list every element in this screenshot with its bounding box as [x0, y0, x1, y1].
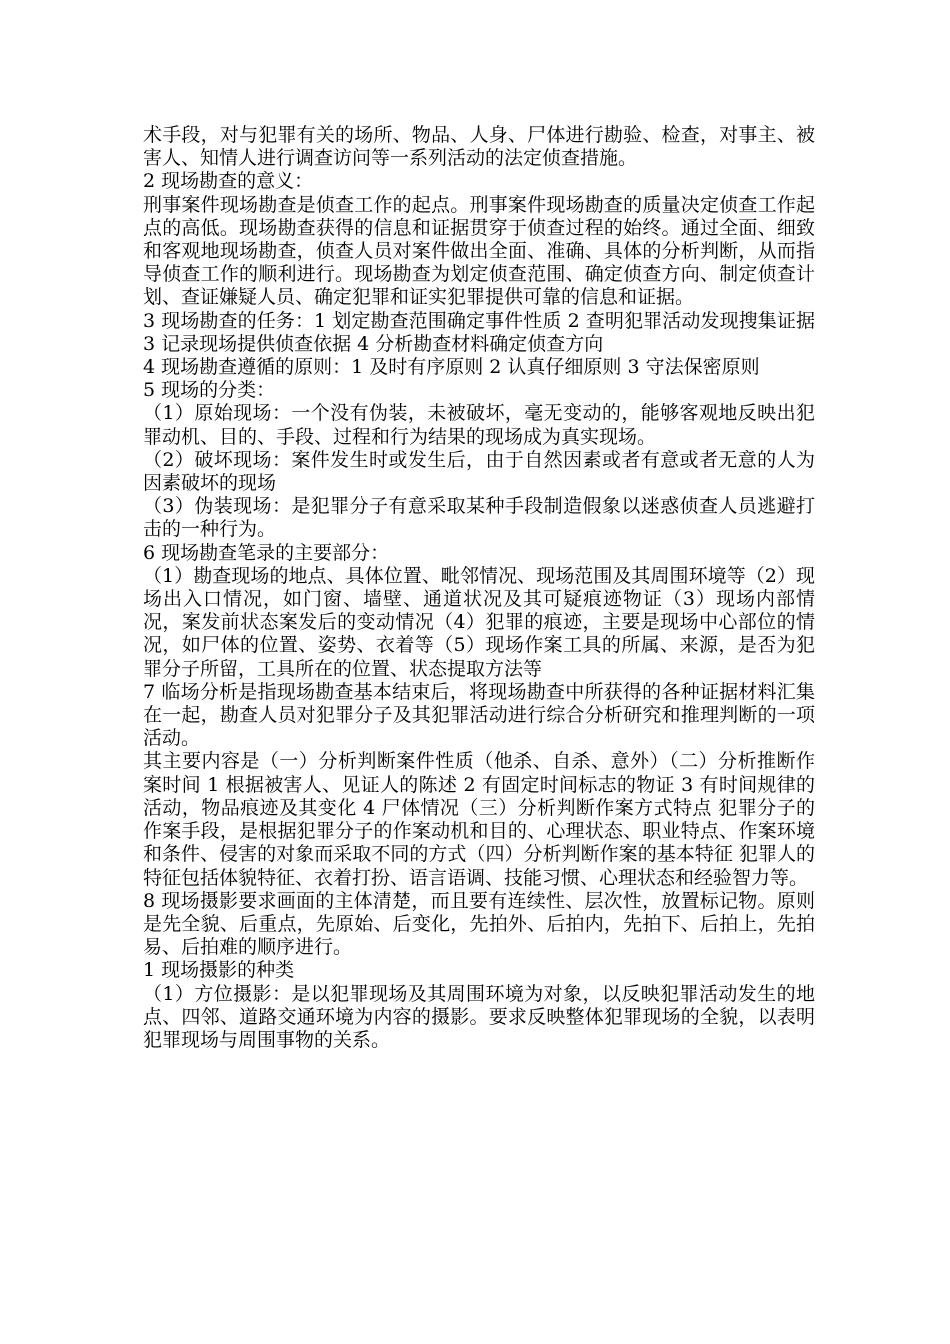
paragraph-analysis-content: 其主要内容是（一）分析判断案件性质（他杀、自杀、意外）（二）分析推断作案时间 1 根据被害人、见证人的陈述 2 有固定时间标志的物证 3 有时间规律的活动，物品痕迹及其变化 4 尸体情况（三）分析判断作案方式特点 犯罪分子的作案手段，是根据犯罪分子的作案动机和目的、心理状态、职业特点、作案环境和条件、侵害的对象而采取不同的方式（四）分析判断作案的基本特征 犯罪人的特征包括体貌特征、衣着打扮、语言语调、技能习惯、心理状态和经验智力等。 — [143, 750, 815, 889]
paragraph-survey-tasks: 3 现场勘查的任务：1 划定勘查范围确定事件性质 2 查明犯罪活动发现搜集证据 3 记录现场提供侦查依据 4 分析勘查材料确定侦查方向 — [143, 309, 822, 355]
heading-scene-classification: 5 现场的分类： — [143, 379, 276, 402]
document-body — [143, 124, 822, 1052]
paragraph-damaged-scene: （2）破坏现场：案件发生时或发生后，由于自然因素或者有意或者无意的人为因素破坏的现场 — [143, 448, 815, 495]
heading-record-parts: 6 现场勘查笔录的主要部分： — [143, 541, 390, 564]
heading-survey-significance: 2 现场勘查的意义： — [143, 170, 314, 193]
paragraph-original-scene: （1）原始现场：一个没有伪装，未被破坏，毫无变动的，能够客观地反映出犯罪动机、目的、手段、过程和行为结果的现场成为真实现场。 — [143, 402, 815, 448]
paragraph-survey-principles: 4 现场勘查遵循的原则：1 及时有序原则 2 认真仔细原则 3 守法保密原则 — [143, 356, 760, 379]
heading-photography-types: 1 现场摄影的种类 — [143, 959, 295, 982]
paragraph-onsite-analysis: 7 临场分析是指现场勘查基本结束后，将现场勘查中所获得的各种证据材料汇集在一起，勘查人员对犯罪分子及其犯罪活动进行综合分析研究和推理判断的一项活动。 — [143, 680, 815, 750]
paragraph-record-parts: （1）勘查现场的地点、具体位置、毗邻情况、现场范围及其周围环境等（2）现场出入口情况，如门窗、墙壁、通道状况及其可疑痕迹物证（3）现场内部情况，案发前状态案发后的变动情况（4）犯罪的痕迹，主要是现场中心部位的情况，如尸体的位置、姿势、衣着等（5）现场作案工具的所属、来源，是否为犯罪分子所留，工具所在的位置、状态提取方法等 — [143, 564, 815, 680]
paragraph-survey-significance: 刑事案件现场勘查是侦查工作的起点。刑事案件现场勘查的质量决定侦查工作起点的高低。现场勘查获得的信息和证据贯穿于侦查过程的始终。通过全面、细致和客观地现场勘查，侦查人员对案件做出全面、准确、具体的分析判断，从而指导侦查工作的顺利进行。现场勘查为划定侦查范围、确定侦查方向、制定侦查计划、查证嫌疑人员、确定犯罪和证实犯罪提供可靠的信息和证据。 — [143, 193, 815, 309]
paragraph-intro-continuation: 术手段，对与犯罪有关的场所、物品、人身、尸体进行勘验、检查，对事主、被害人、知情人进行调查访问等一系列活动的法定侦查措施。 — [143, 124, 815, 170]
paragraph-scene-photography: 8 现场摄影要求画面的主体清楚，而且要有连续性、层次性，放置标记物。原则是先全貌、后重点，先原始、后变化，先拍外、后拍内，先拍下、后拍上，先拍易、后拍难的顺序进行。 — [143, 889, 815, 959]
paragraph-disguised-scene: （3）伪装现场：是犯罪分子有意采取某种手段制造假象以迷惑侦查人员逃避打击的一种行为。 — [143, 495, 815, 541]
paragraph-orientation-photography: （1）方位摄影：是以犯罪现场及其周围环境为对象，以反映犯罪活动发生的地点、四邻、道路交通环境为内容的摄影。要求反映整体犯罪现场的全貌，以表明犯罪现场与周围事物的关系。 — [143, 982, 815, 1051]
